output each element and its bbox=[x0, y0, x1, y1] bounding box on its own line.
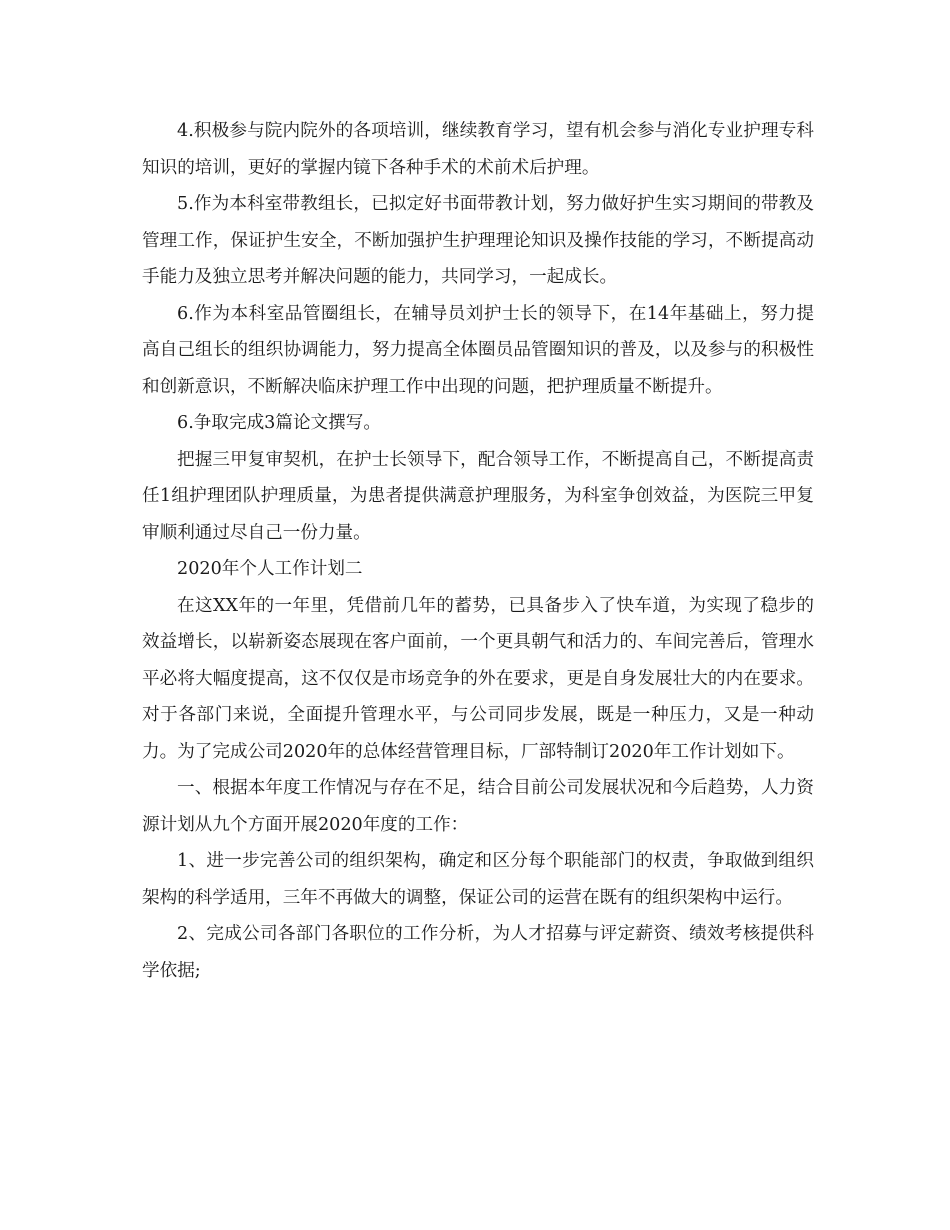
paragraph-item-2: 2、完成公司各部门各职位的工作分析，为人才招募与评定薪资、绩效考核提供科学依据; bbox=[142, 924, 814, 981]
paragraph-training: 4.积极参与院内院外的各项培训，继续教育学习，望有机会参与消化专业护理专科知识的培训，更好的掌握内镜下各种手术的术前术后护理。 bbox=[142, 121, 814, 178]
paragraph-papers: 6.争取完成3篇论文撰写。 bbox=[177, 413, 381, 433]
document-body bbox=[142, 113, 814, 989]
paragraph-quality-circle: 6.作为本科室品管圈组长，在辅导员刘护士长的领导下，在14年基础上，努力提高自己组长的组织协调能力，努力提高全体圈员品管圈知识的普及，以及参与的积极性和创新意识，不断解决临床护理工作中出现的问题，把护理质量不断提升。 bbox=[142, 303, 814, 397]
paragraph-hr-plan: 一、根据本年度工作情况与存在不足，结合目前公司发展状况和今后趋势，人力资源计划从九个方面开展2020年度的工作： bbox=[142, 778, 814, 835]
paragraph-review: 把握三甲复审契机，在护士长领导下，配合领导工作，不断提高自己，不断提高责任1组护理团队护理质量，为患者提供满意护理服务，为科室争创效益，为医院三甲复审顺利通过尽自己一份力量。 bbox=[142, 449, 814, 543]
section-heading: 2020年个人工作计划二 bbox=[177, 559, 363, 579]
paragraph-teaching-leader: 5.作为本科室带教组长，已拟定好书面带教计划，努力做好护生实习期间的带教及管理工作，保证护生安全，不断加强护生护理理论知识及操作技能的学习，不断提高动手能力及独立思考并解决问题的能力，共同学习，一起成长。 bbox=[142, 194, 814, 287]
paragraph-item-1: 1、进一步完善公司的组织架构，确定和区分每个职能部门的权责，争取做到组织架构的科学适用，三年不再做大的调整，保证公司的运营在既有的组织架构中运行。 bbox=[142, 851, 814, 908]
paragraph-intro: 在这XX年的一年里，凭借前几年的蓄势，已具备步入了快车道，为实现了稳步的效益增长，以崭新姿态展现在客户面前，一个更具朝气和活力的、车间完善后，管理水平必将大幅度提高，这不仅仅是市场竞争的外在要求，更是自身发展壮大的内在要求。对于各部门来说，全面提升管理水平，与公司同步发展，既是一种压力，又是一种动力。为了完成公司2020年的总体经营管理目标，厂部特制订2020年工作计划如下。 bbox=[142, 595, 814, 762]
